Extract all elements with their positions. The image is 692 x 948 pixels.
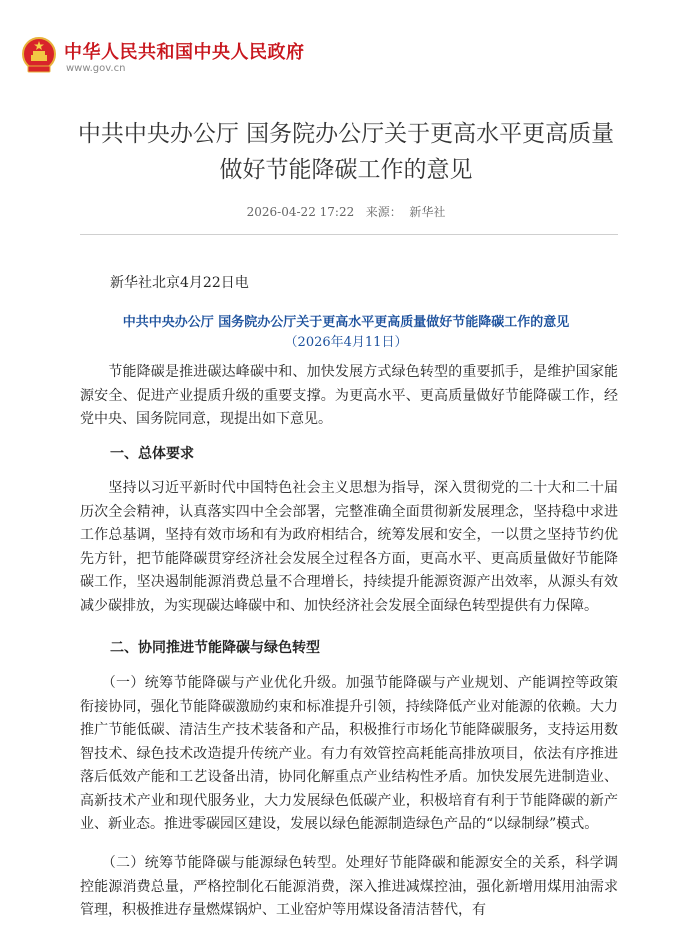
document-title: 中共中央办公厅 国务院办公厅关于更高水平更高质量做好节能降碳工作的意见 [122,315,570,330]
national-emblem-icon [22,36,56,74]
article-title-line-2: 做好节能降碳工作的意见 [219,157,473,183]
publish-date: 2026-04-22 17:22 [246,205,355,219]
section-1-paragraph: 坚持以习近平新时代中国特色社会主义思想为指导，深入贯彻党的二十大和二十届历次全会精神，认真落实四中全会部署，完整准确全面贯彻新发展理念，坚持稳中求进工作总基调，坚持有效市场和有为政府相结合，统筹发展和安全，一以贯之坚持节约优先方针，把节能降碳贯穿经济社会发展全过程各方面，更高水平、更高质量做好节能降碳工作，坚决遏制能源消费总量不合理增长，持续提升能源资源产出效率，从源头有效减少碳排放，为实现碳达峰碳中和、加快经济社会发展全面绿色转型提供有力保障。 [80,480,618,614]
dateline: 新华社北京4月22日电 [110,275,249,291]
document-date: （2026年4月11日） [284,335,408,350]
section-2-heading: 二、协同推进节能降碳与绿色转型 [110,640,320,656]
article-meta [0,203,692,220]
section-2-paragraph-1: （一）统筹节能降碳与产业优化升级。加强节能降碳与产业规划、产能调控等政策衔接协同，强化节能降碳激励约束和标准提升引领，持续降低产业对能源的依赖。大力推广节能低碳、清洁生产技术装备和产品，积极推行市场化节能降碳服务，支持运用数智技术、绿色技术改造提升传统产业。有力有效管控高耗能高排放项目，依法有序推进落后低效产能和工艺设备出清，协同化解重点产业结构性矛盾。加快发展先进制造业、高新技术产业和现代服务业，大力发展绿色低碳产业，积极培育有利于节能降碳的新产业、新业态。推进零碳园区建设，发展以绿色能源制造绿色产品的“以绿制绿”模式。 [80,675,618,832]
section-1-heading: 一、总体要求 [110,446,194,462]
article-title-line-1: 中共中央办公厅 国务院办公厅关于更高水平更高质量 [77,121,615,147]
site-name[interactable]: 中华人民共和国中央人民政府 [64,42,305,63]
intro-paragraph: 节能降碳是推进碳达峰碳中和、加快发展方式绿色转型的重要抓手，是维护国家能源安全、促进产业提质升级的重要支撑。为更高水平、更高质量做好节能降碳工作，经党中央、国务院同意，现提出如下意见。 [80,364,618,427]
site-header [22,36,422,80]
site-url[interactable]: www.gov.cn [66,63,126,74]
source-label: 来源： [365,205,402,219]
source-name: 新华社 [409,205,446,219]
divider [80,234,618,235]
section-2-paragraph-2: （二）统筹节能降碳与能源绿色转型。处理好节能降碳和能源安全的关系，科学调控能源消费总量，严格控制化石能源消费，深入推进减煤控油，强化新增用煤用油需求管理，积极推进存量燃煤锅炉、工业窑炉等用煤设备清洁替代，有 [80,855,618,918]
